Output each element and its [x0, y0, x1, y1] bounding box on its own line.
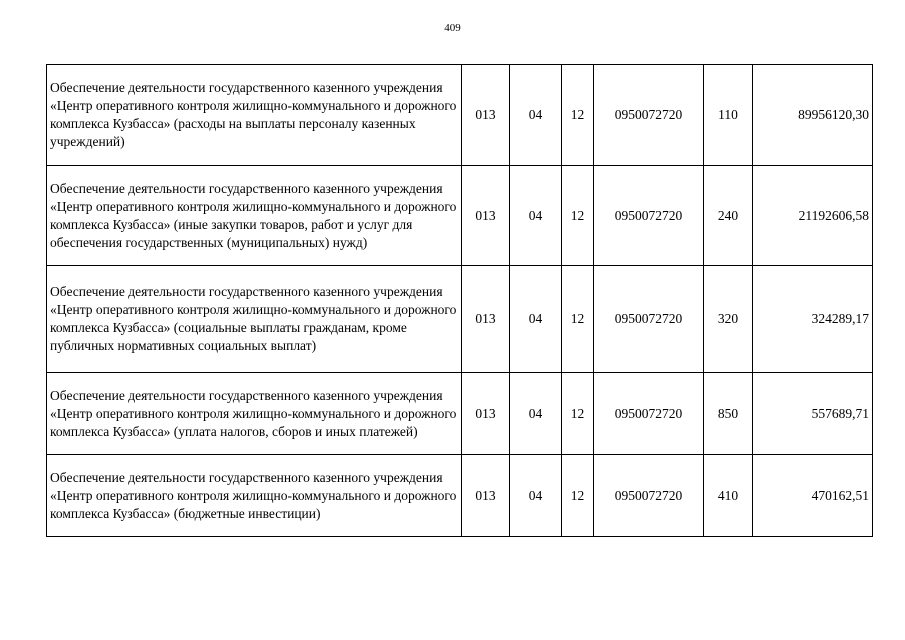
expense-type-code: 410 [704, 455, 753, 537]
expense-type-code: 240 [704, 166, 753, 266]
subsection-code: 12 [562, 373, 594, 455]
amount-value: 557689,71 [753, 373, 873, 455]
row-description: Обеспечение деятельности государственного казенного учреждения «Центр оперативного контроля жилищно-коммунального и дорожного комплекса Кузбасса» (бюджетные инвестиции) [47, 455, 462, 537]
amount-value: 89956120,30 [753, 65, 873, 166]
budget-table [46, 64, 873, 537]
ministry-code: 013 [462, 373, 510, 455]
row-description: Обеспечение деятельности государственного казенного учреждения «Центр оперативного контроля жилищно-коммунального и дорожного комплекса Кузбасса» (иные закупки товаров, работ и услуг для обеспечения государственных (муниципальных) нужд) [47, 166, 462, 266]
table-row [47, 65, 873, 166]
section-code: 04 [510, 373, 562, 455]
page-number: 409 [444, 22, 461, 34]
amount-value: 21192606,58 [753, 166, 873, 266]
table-row [47, 455, 873, 537]
expense-type-code: 850 [704, 373, 753, 455]
ministry-code: 013 [462, 266, 510, 373]
subsection-code: 12 [562, 266, 594, 373]
target-article-code: 0950072720 [594, 65, 704, 166]
target-article-code: 0950072720 [594, 455, 704, 537]
section-code: 04 [510, 65, 562, 166]
amount-value: 470162,51 [753, 455, 873, 537]
row-description: Обеспечение деятельности государственного казенного учреждения «Центр оперативного контроля жилищно-коммунального и дорожного комплекса Кузбасса» (расходы на выплаты персоналу казенных учреждений) [47, 65, 462, 166]
target-article-code: 0950072720 [594, 373, 704, 455]
section-code: 04 [510, 266, 562, 373]
subsection-code: 12 [562, 166, 594, 266]
target-article-code: 0950072720 [594, 266, 704, 373]
ministry-code: 013 [462, 455, 510, 537]
row-description: Обеспечение деятельности государственного казенного учреждения «Центр оперативного контроля жилищно-коммунального и дорожного комплекса Кузбасса» (социальные выплаты гражданам, кроме публичных нормативных социальных выплат) [47, 266, 462, 373]
ministry-code: 013 [462, 65, 510, 166]
table-row [47, 166, 873, 266]
section-code: 04 [510, 455, 562, 537]
ministry-code: 013 [462, 166, 510, 266]
expense-type-code: 110 [704, 65, 753, 166]
table-row [47, 373, 873, 455]
subsection-code: 12 [562, 65, 594, 166]
expense-type-code: 320 [704, 266, 753, 373]
amount-value: 324289,17 [753, 266, 873, 373]
subsection-code: 12 [562, 455, 594, 537]
target-article-code: 0950072720 [594, 166, 704, 266]
row-description: Обеспечение деятельности государственного казенного учреждения «Центр оперативного контроля жилищно-коммунального и дорожного комплекса Кузбасса» (уплата налогов, сборов и иных платежей) [47, 373, 462, 455]
section-code: 04 [510, 166, 562, 266]
table-row [47, 266, 873, 373]
